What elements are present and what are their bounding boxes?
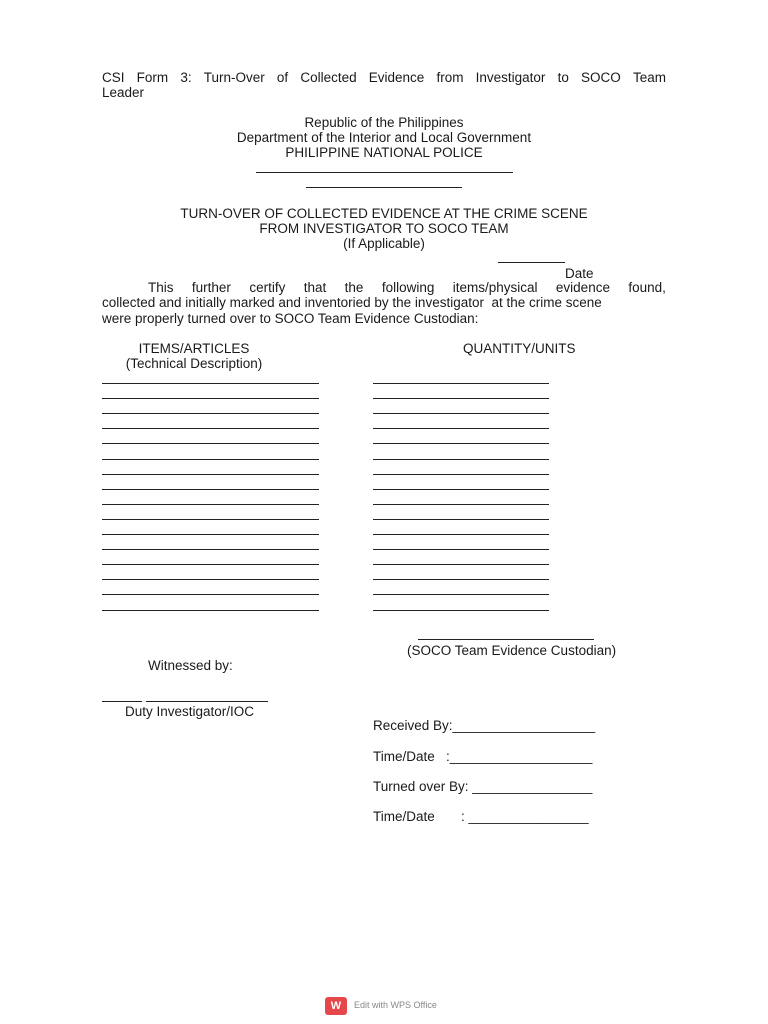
quantity-blank-line[interactable] [373,489,549,490]
witness-line-short[interactable] [102,701,142,702]
quantity-blank-line[interactable] [373,443,549,444]
heading-line1: TURN-OVER OF COLLECTED EVIDENCE AT THE CRIME SCENE [180,206,588,221]
quantity-blank-line[interactable] [373,519,549,520]
items-column-header: ITEMS/ARTICLES [138,341,250,356]
certification-word: certify [249,280,286,295]
quantity-blank-line[interactable] [373,549,549,550]
agency-text: PHILIPPINE NATIONAL POLICE [285,145,483,160]
form-title-word: Form [136,70,169,85]
item-blank-line[interactable] [102,428,319,429]
form-title-word: to [557,70,569,85]
form-title-word: Team [632,70,666,85]
item-blank-line[interactable] [102,383,319,384]
item-blank-line[interactable] [102,549,319,550]
form-title-word: Investigator [475,70,546,85]
form-title-line2: Leader [102,85,145,100]
item-blank-line[interactable] [102,519,319,520]
certification-word: found, [628,280,666,295]
quantity-blank-line[interactable] [373,564,549,565]
date-label: Date [565,266,594,281]
item-blank-line[interactable] [102,398,319,399]
form-title-word: CSI [102,70,125,85]
item-blank-line[interactable] [102,564,319,565]
quantity-blank-line[interactable] [373,459,549,460]
quantity-blank-line[interactable] [373,534,549,535]
witnessed-by-label: Witnessed by: [148,658,233,673]
time-date-field-1[interactable]: Time/Date :___________________ [373,749,593,764]
item-blank-line[interactable] [102,443,319,444]
item-blank-line[interactable] [102,534,319,535]
item-blank-line[interactable] [102,594,319,595]
department-text: Department of the Interior and Local Government [236,130,532,145]
item-blank-line[interactable] [102,474,319,475]
quantity-blank-line[interactable] [373,594,549,595]
certification-word: This [148,280,174,295]
quantity-blank-line[interactable] [373,474,549,475]
header-blank-line-2 [306,187,462,188]
turned-over-by-field[interactable]: Turned over By: ________________ [373,779,593,794]
custodian-signature-line[interactable] [418,639,594,640]
quantity-blank-line[interactable] [373,504,549,505]
custodian-label: (SOCO Team Evidence Custodian) [407,643,617,658]
certification-word: that [303,280,327,295]
form-title-word: Turn-Over [203,70,265,85]
form-title-word: Evidence [368,70,425,85]
certification-line2: collected and initially marked and inventoried by the investigator at the crime scene [102,295,602,310]
quantity-blank-line[interactable] [373,610,549,611]
certification-word: evidence [555,280,610,295]
certification-word: following [381,280,435,295]
certification-word: items/physical [452,280,538,295]
quantity-blank-line[interactable] [373,428,549,429]
item-blank-line[interactable] [102,413,319,414]
republic-text: Republic of the Philippines [304,115,464,130]
witness-line-long[interactable] [146,701,268,702]
heading-line2: FROM INVESTIGATOR TO SOCO TEAM [259,221,509,236]
form-title-word: SOCO [581,70,621,85]
form-title-word: from [436,70,464,85]
duty-investigator-label: Duty Investigator/IOC [125,704,255,719]
item-blank-line[interactable] [102,459,319,460]
certification-line3: were properly turned over to SOCO Team Evidence Custodian: [102,311,479,326]
quantity-blank-line[interactable] [373,579,549,580]
wps-logo-icon: W [325,997,347,1015]
time-date-field-2[interactable]: Time/Date : ________________ [373,809,589,824]
certification-line1 [148,280,666,296]
received-by-field[interactable]: Received By:___________________ [373,718,596,733]
item-blank-line[interactable] [102,489,319,490]
item-blank-line[interactable] [102,504,319,505]
item-blank-line[interactable] [102,579,319,580]
form-title-word: Collected [300,70,357,85]
heading-line3: (If Applicable) [343,236,425,251]
footer-edit-text[interactable]: Edit with WPS Office [354,1000,437,1010]
item-blank-line[interactable] [102,610,319,611]
form-title-word: 3: [180,70,192,85]
form-title-word: of [276,70,289,85]
certification-word: further [191,280,231,295]
header-blank-line-1 [256,172,513,173]
date-blank-line[interactable] [498,262,565,263]
quantity-blank-line[interactable] [373,413,549,414]
quantity-blank-line[interactable] [373,383,549,384]
items-column-subheader: (Technical Description) [125,356,263,371]
certification-word: the [344,280,364,295]
form-title-line1 [102,70,666,86]
quantity-blank-line[interactable] [373,398,549,399]
quantity-column-header: QUANTITY/UNITS [463,341,576,356]
